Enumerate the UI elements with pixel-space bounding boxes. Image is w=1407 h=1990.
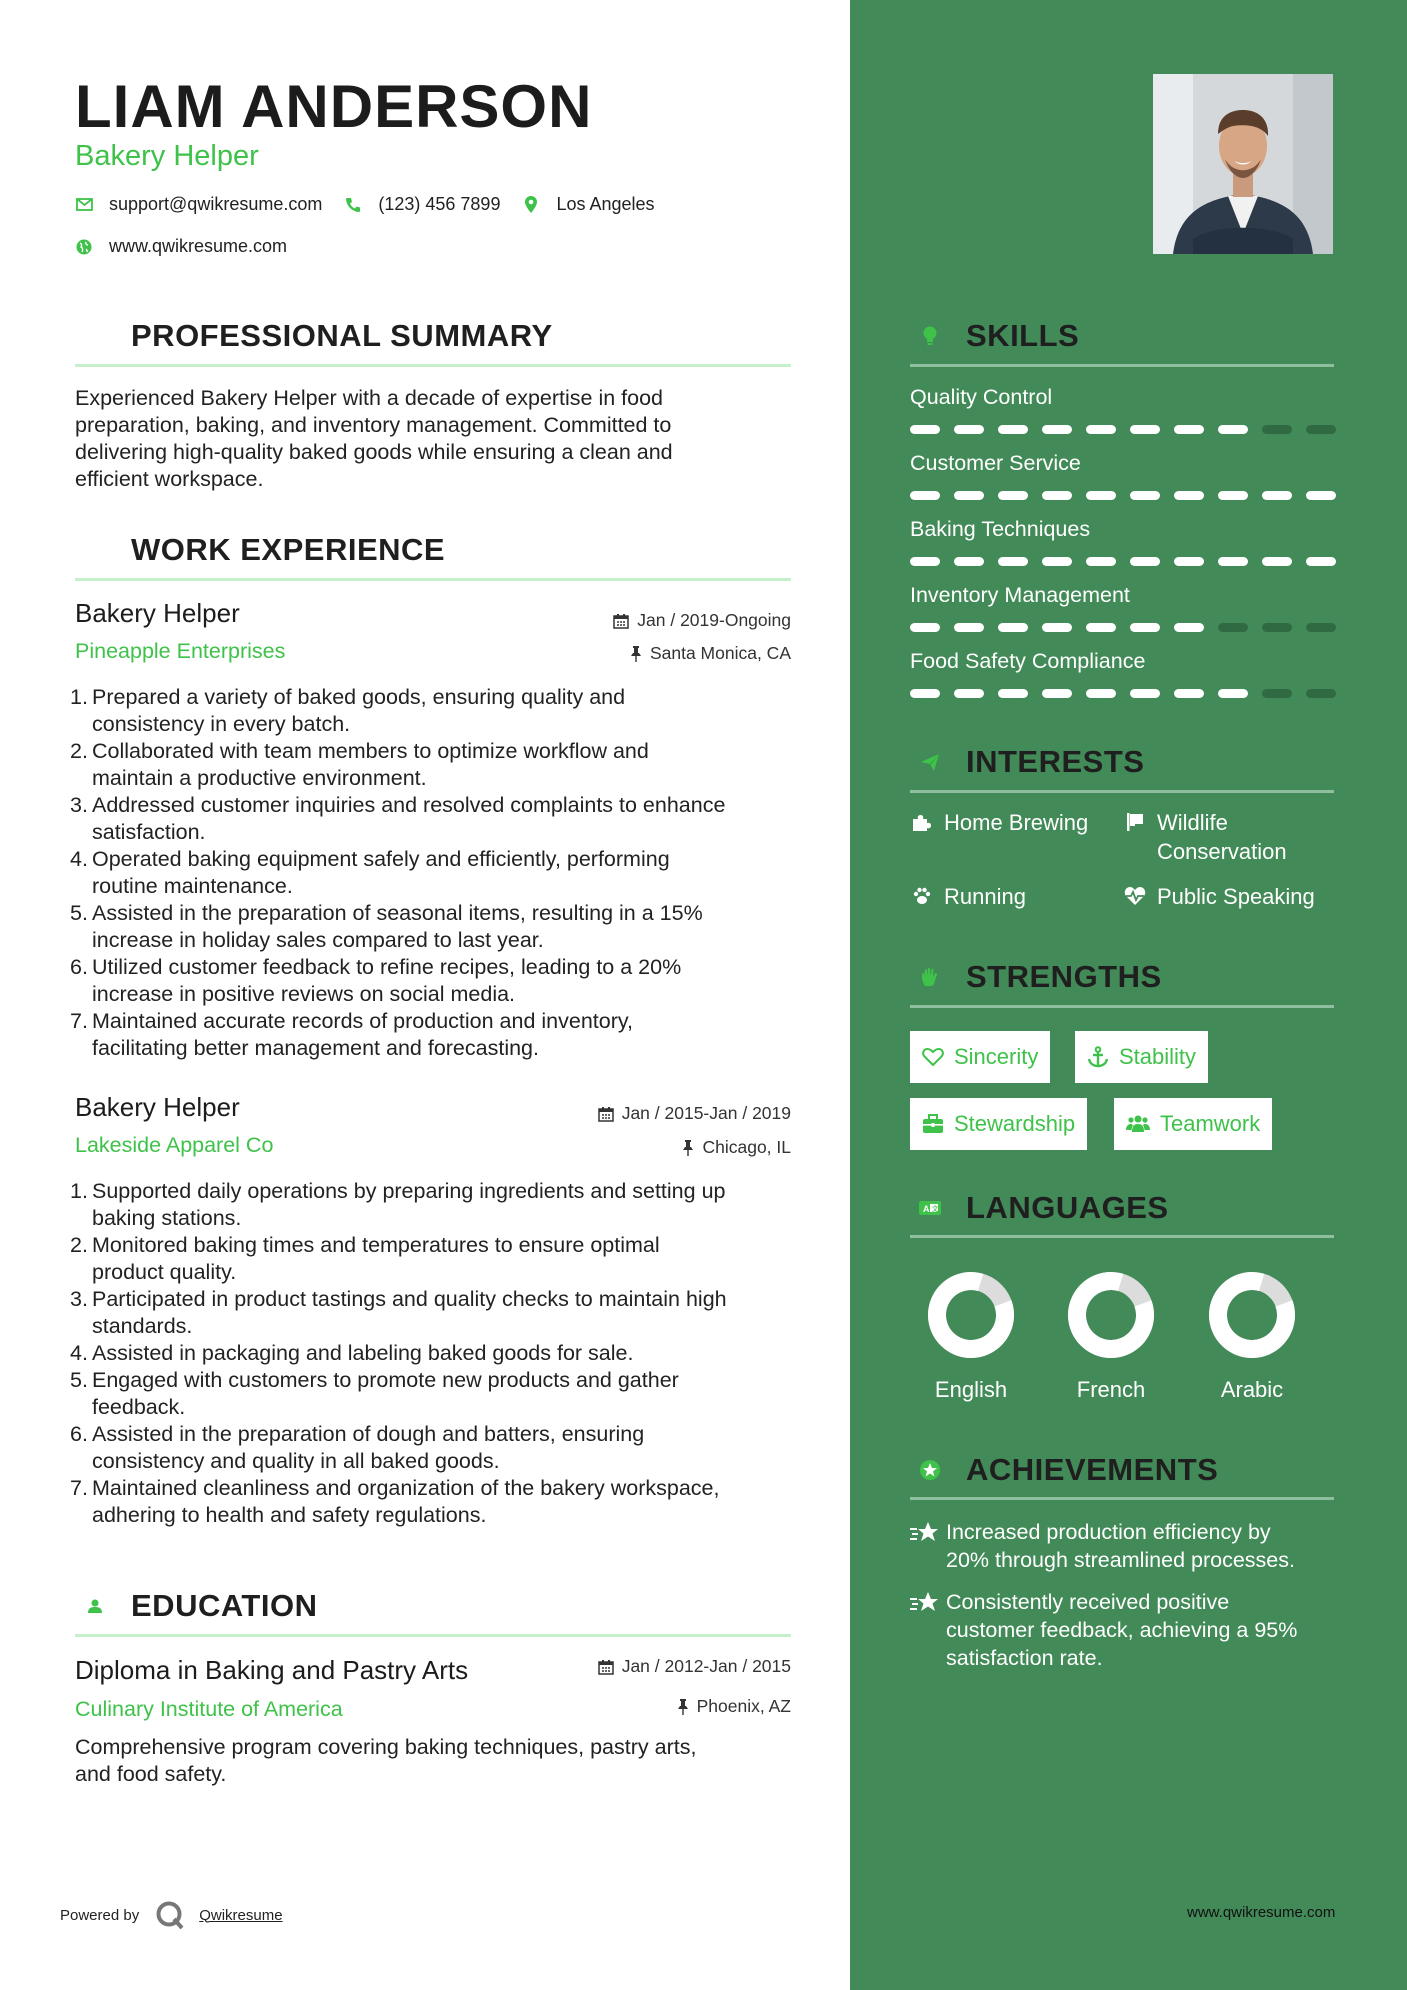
education-location: [677, 1696, 791, 1717]
list-item: 7. Maintained cleanliness and organization of the bakery workspace, adhering to health and safety regulations.: [70, 1476, 720, 1527]
job-company: Lakeside Apparel Co: [75, 1133, 274, 1157]
interests-heading: [910, 742, 1144, 782]
skill-segment: [1130, 557, 1160, 566]
skill-segment: [954, 425, 984, 434]
language-french: [1056, 1270, 1166, 1403]
candidate-name: LIAM ANDERSON: [75, 73, 593, 140]
list-item: 1. Supported daily operations by preparing ingredients and setting up baking stations.: [70, 1179, 726, 1230]
skill-segment: [1174, 689, 1204, 698]
skill-segment: [1262, 425, 1292, 434]
donut-fill: [1208, 1271, 1295, 1358]
language-donut: [1207, 1270, 1297, 1360]
skill-segment: [1042, 425, 1072, 434]
list-item: 2. Monitored baking times and temperatures to ensure optimal product quality.: [70, 1233, 660, 1284]
summary-line: Experienced Bakery Helper with a decade of expertise in food: [75, 386, 664, 410]
pin-icon: [677, 1699, 689, 1715]
language-donut: [926, 1270, 1016, 1360]
pin-icon: [630, 646, 642, 662]
list-item: 6. Utilized customer feedback to refine recipes, leading to a 20% increase in positive reviews on social media.: [70, 955, 682, 1006]
list-item: 7. Maintained accurate records of production and inventory, facilitating better management and forecasting.: [70, 1009, 633, 1060]
education-location-text: Phoenix, AZ: [696, 1696, 791, 1716]
list-item: 4. Assisted in packaging and labeling baked goods for sale.: [70, 1341, 634, 1365]
job-bullets: [70, 684, 800, 1062]
languages-title: LANGUAGES: [966, 1190, 1169, 1225]
strength-teamwork: [1114, 1098, 1272, 1150]
contact-website[interactable]: www.qwikresume.com: [109, 236, 288, 256]
job-date-text: Jan / 2015-Jan / 2019: [621, 1103, 791, 1123]
graduate-icon: [75, 1586, 115, 1626]
education-title: EDUCATION: [131, 1588, 318, 1623]
interest-label: Running: [944, 884, 1026, 909]
skills-divider: [910, 364, 1334, 367]
hand-icon: [910, 957, 950, 997]
achievement-line: 20% through streamlined processes.: [946, 1548, 1295, 1572]
skill-segment: [954, 689, 984, 698]
education-date-text: Jan / 2012-Jan / 2015: [621, 1656, 791, 1676]
job-date: [598, 1103, 791, 1124]
users-icon: [1126, 1114, 1150, 1134]
achievement-line: Increased production efficiency by: [946, 1520, 1271, 1544]
skill-segment: [1086, 623, 1116, 632]
language-arabic: [1197, 1270, 1307, 1403]
list-item: 4. Operated baking equipment safely and efficiently, performing routine maintenance.: [70, 847, 670, 898]
skill-segment: [1306, 491, 1336, 500]
strength-sincerity: [910, 1031, 1050, 1083]
contact-email[interactable]: support@qwikresume.com: [109, 194, 323, 214]
interest-label: Home Brewing: [944, 810, 1089, 835]
skill-segment: [1174, 491, 1204, 500]
list-item: 5. Engaged with customers to promote new products and gather feedback.: [70, 1368, 679, 1419]
contact-phone[interactable]: (123) 456 7899: [378, 194, 501, 214]
skill-name: Baking Techniques: [910, 517, 1091, 541]
skill-segment: [1086, 491, 1116, 500]
contact-row-2: [75, 236, 309, 257]
contact-row: [75, 194, 677, 215]
education-line: Comprehensive program covering baking techniques, pastry arts,: [75, 1735, 697, 1759]
language-name: English: [934, 1377, 1008, 1402]
qwikresume-logo-icon: [155, 1900, 185, 1930]
interest-home-brewing: [910, 808, 1088, 837]
list-item: 3. Participated in product tastings and quality checks to maintain high standards.: [70, 1287, 727, 1338]
skill-segment: [1086, 689, 1116, 698]
skill-name: Customer Service: [910, 451, 1081, 475]
skill-segment: [1306, 557, 1336, 566]
skill-bar: [910, 557, 1350, 566]
education-description: [75, 1734, 791, 1788]
strengths-divider: [910, 1005, 1334, 1008]
language-name: Arabic: [1220, 1377, 1284, 1402]
skill-segment: [1218, 689, 1248, 698]
skills-title: SKILLS: [966, 318, 1080, 353]
skill-segment: [998, 623, 1028, 632]
calendar-icon: [613, 613, 629, 629]
candidate-role: Bakery Helper: [75, 140, 259, 172]
job-location: [630, 643, 791, 664]
strength-label: Stability: [1119, 1044, 1197, 1069]
skill-segment: [910, 623, 940, 632]
skill-segment: [1262, 689, 1292, 698]
skill-segment: [1262, 557, 1292, 566]
skill-name: Inventory Management: [910, 583, 1130, 607]
interests-title: INTERESTS: [966, 744, 1145, 779]
languages-heading: [910, 1188, 1169, 1228]
experience-heading: [75, 530, 445, 570]
map-marker-icon: [522, 196, 540, 214]
summary-heading: [75, 316, 553, 356]
heart-icon: [922, 1047, 944, 1067]
list-item: 5. Assisted in the preparation of seasonal items, resulting in a 15% increase in holiday sales compared to last year.: [70, 901, 703, 952]
chair-icon: [75, 530, 115, 570]
achievement-line: customer feedback, achieving a 95%: [946, 1618, 1298, 1642]
strengths-title: STRENGTHS: [966, 959, 1162, 994]
strength-label: Sincerity: [954, 1044, 1039, 1069]
donut-fill: [1067, 1271, 1154, 1358]
list-item: 1. Prepared a variety of baked goods, ensuring quality and consistency in every batch.: [70, 685, 626, 736]
skill-bar: [910, 491, 1350, 500]
skill-segment: [1130, 491, 1160, 500]
achievements-heading: [910, 1450, 1218, 1490]
skill-segment: [910, 425, 940, 434]
phone-icon: [344, 196, 362, 214]
qwikresume-link[interactable]: Qwikresume: [199, 1906, 283, 1924]
education-date: [598, 1656, 791, 1677]
profile-photo: [1153, 74, 1333, 254]
job-location-text: Chicago, IL: [702, 1137, 791, 1157]
envelope-icon: [75, 196, 93, 214]
star-icon: [910, 1588, 946, 1672]
powered-by-label: Powered by: [60, 1906, 140, 1924]
language-icon: [910, 1188, 950, 1228]
skill-segment: [910, 491, 940, 500]
anchor-icon: [1087, 1046, 1109, 1068]
job-date-text: Jan / 2019-Ongoing: [637, 610, 791, 630]
briefcase-icon: [922, 1114, 944, 1134]
strength-stewardship: [910, 1098, 1087, 1150]
skill-segment: [1306, 425, 1336, 434]
summary-line: efficient workspace.: [75, 467, 264, 491]
skill-segment: [1042, 557, 1072, 566]
lightbulb-icon: [910, 316, 950, 356]
user-icon: [75, 316, 115, 356]
education-heading: [75, 1586, 317, 1626]
job-date: [613, 610, 791, 631]
globe-icon: [75, 238, 93, 256]
svg-text:A: A: [923, 1204, 930, 1214]
achievement-item: [910, 1588, 1340, 1672]
skills-heading: [910, 316, 1079, 356]
footer-url[interactable]: www.qwikresume.com: [1187, 1904, 1336, 1921]
experience-divider: [75, 578, 791, 581]
skill-segment: [1042, 689, 1072, 698]
achievements-divider: [910, 1497, 1334, 1500]
skill-segment: [1218, 425, 1248, 434]
skill-segment: [1174, 557, 1204, 566]
achievement-line: satisfaction rate.: [946, 1646, 1103, 1670]
language-english: [916, 1270, 1026, 1403]
paper-plane-icon: [910, 742, 950, 782]
job-bullets: [70, 1178, 800, 1529]
donut-fill: [927, 1271, 1014, 1358]
language-name: French: [1076, 1377, 1146, 1402]
summary-title: PROFESSIONAL SUMMARY: [131, 318, 553, 353]
achievement-line: Consistently received positive: [946, 1590, 1230, 1614]
school-name: Culinary Institute of America: [75, 1697, 343, 1721]
job-company: Pineapple Enterprises: [75, 639, 286, 663]
skill-segment: [998, 491, 1028, 500]
star-badge-icon: [910, 1450, 950, 1490]
languages-divider: [910, 1235, 1334, 1238]
skill-bar: [910, 425, 1350, 434]
puzzle-icon: [910, 808, 934, 832]
skill-segment: [1130, 689, 1160, 698]
education-line: and food safety.: [75, 1762, 227, 1786]
skill-segment: [954, 557, 984, 566]
interest-wildlife: [1123, 808, 1287, 866]
skill-segment: [1262, 491, 1292, 500]
skill-segment: [1262, 623, 1292, 632]
skill-segment: [1174, 623, 1204, 632]
skill-segment: [1174, 425, 1204, 434]
skill-name: Quality Control: [910, 385, 1053, 409]
interest-label: Conservation: [1157, 839, 1287, 864]
skill-segment: [910, 689, 940, 698]
skill-segment: [954, 623, 984, 632]
calendar-icon: [598, 1659, 614, 1675]
achievement-item: [910, 1518, 1340, 1574]
strength-stability: [1075, 1031, 1208, 1083]
strength-label: Teamwork: [1160, 1111, 1261, 1136]
summary-text: [75, 385, 791, 493]
skill-segment: [1086, 557, 1116, 566]
skill-segment: [1218, 491, 1248, 500]
summary-divider: [75, 364, 791, 367]
skill-segment: [998, 557, 1028, 566]
job-title: Bakery Helper: [75, 1092, 240, 1122]
skill-name: Food Safety Compliance: [910, 649, 1146, 673]
skill-segment: [1306, 623, 1336, 632]
skill-segment: [1130, 623, 1160, 632]
experience-title: WORK EXPERIENCE: [131, 532, 446, 567]
summary-line: preparation, baking, and inventory management. Committed to: [75, 413, 672, 437]
skill-segment: [1042, 623, 1072, 632]
strength-label: Stewardship: [954, 1111, 1076, 1136]
skill-segment: [1218, 557, 1248, 566]
skill-segment: [1218, 623, 1248, 632]
interest-label: Wildlife: [1157, 810, 1228, 835]
skill-segment: [998, 425, 1028, 434]
job-location: [682, 1137, 791, 1158]
interest-running: [910, 882, 1026, 911]
job-location-text: Santa Monica, CA: [649, 643, 791, 663]
star-icon: [910, 1518, 946, 1574]
pin-icon: [682, 1140, 694, 1156]
list-item: 6. Assisted in the preparation of dough and batters, ensuring consistency and quality in all baked goods.: [70, 1422, 645, 1473]
skill-bar: [910, 623, 1350, 632]
heartbeat-icon: [1123, 882, 1147, 906]
contact-location: Los Angeles: [556, 194, 655, 214]
interest-public-speaking: [1123, 882, 1315, 911]
flag-icon: [1123, 808, 1147, 832]
calendar-icon: [598, 1106, 614, 1122]
paw-icon: [910, 882, 934, 906]
language-donut: [1066, 1270, 1156, 1360]
summary-line: delivering high-quality baked goods while ensuring a clean and: [75, 440, 673, 464]
achievements-title: ACHIEVEMENTS: [966, 1452, 1219, 1487]
skill-segment: [998, 689, 1028, 698]
list-item: 2. Collaborated with team members to optimize workflow and maintain a productive environment.: [70, 739, 649, 790]
svg-text:文: 文: [931, 1206, 939, 1213]
footer-powered-by: [60, 1900, 283, 1930]
interest-label: Public Speaking: [1157, 884, 1315, 909]
education-divider: [75, 1634, 791, 1637]
skill-segment: [1306, 689, 1336, 698]
list-item: 3. Addressed customer inquiries and resolved complaints to enhance satisfaction.: [70, 793, 726, 844]
job-title: Bakery Helper: [75, 598, 240, 628]
skill-bar: [910, 689, 1350, 698]
skill-segment: [1086, 425, 1116, 434]
strengths-heading: [910, 957, 1162, 997]
skill-segment: [1130, 425, 1160, 434]
skill-segment: [1042, 491, 1072, 500]
interests-divider: [910, 790, 1334, 793]
skill-segment: [954, 491, 984, 500]
skill-segment: [910, 557, 940, 566]
degree-title: Diploma in Baking and Pastry Arts: [75, 1655, 469, 1685]
